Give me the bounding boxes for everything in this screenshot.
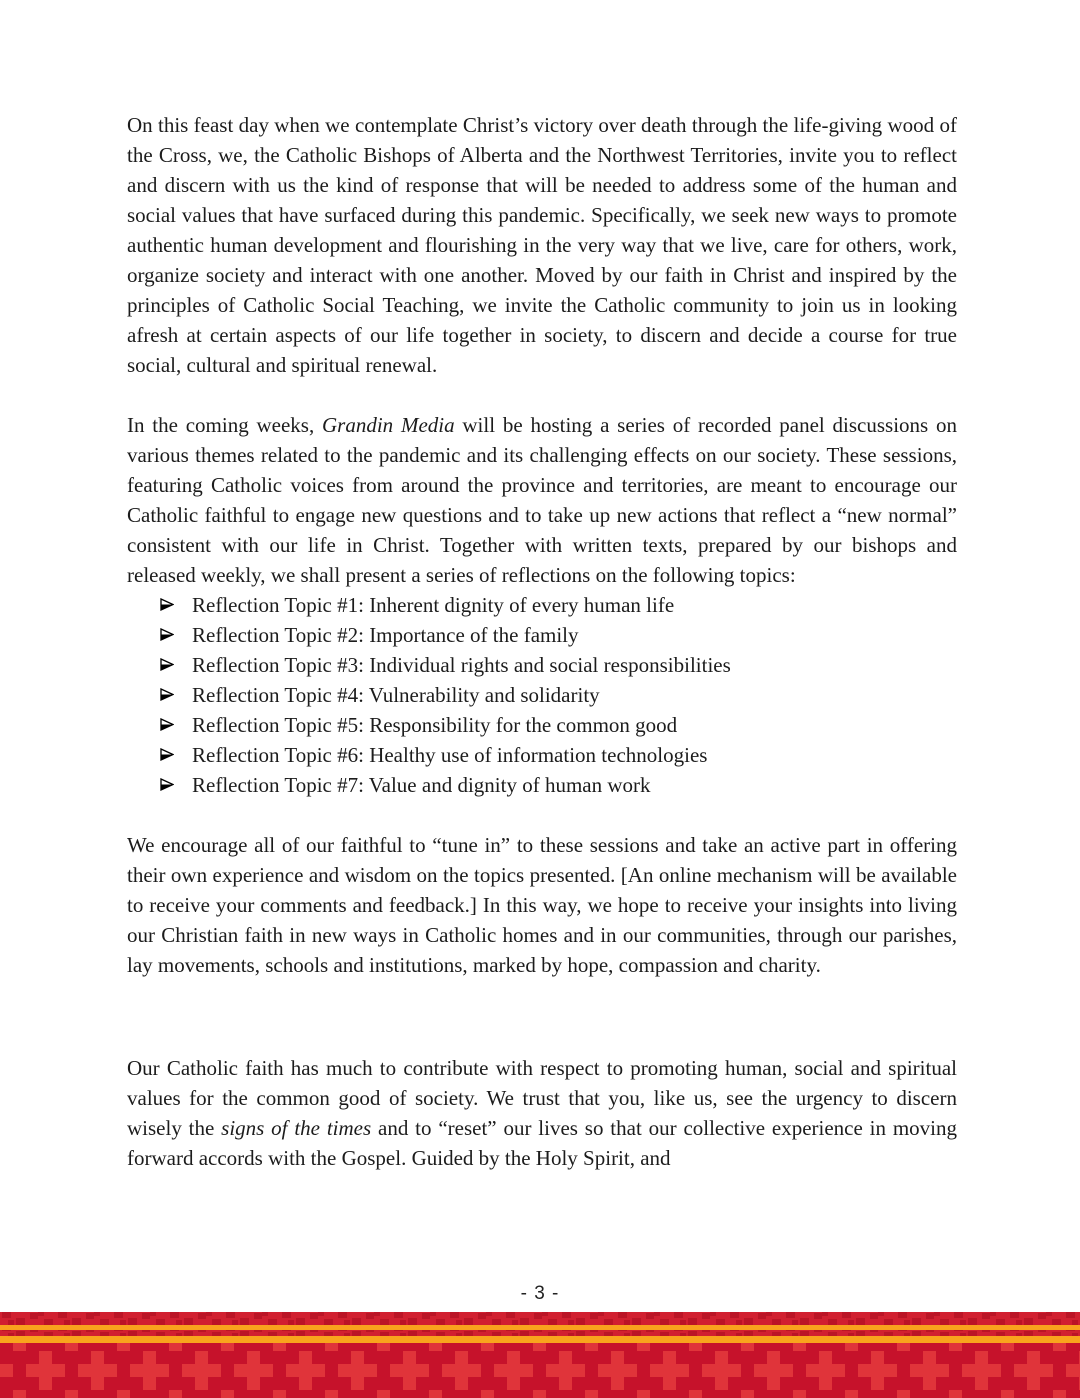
letter-body <box>127 110 957 1203</box>
grandin-media-italic: Grandin Media <box>322 413 455 437</box>
arrowhead-bullet-icon <box>160 598 174 612</box>
arrowhead-bullet-icon <box>160 688 174 702</box>
topic-label: Reflection Topic #7: Value and dignity of human work <box>192 773 651 797</box>
text-run: In the coming weeks, <box>127 413 322 437</box>
topic-item <box>127 620 957 650</box>
paragraph-catholic-faith <box>127 1053 957 1173</box>
topic-item <box>127 740 957 770</box>
topic-label: Reflection Topic #3: Individual rights and social responsibilities <box>192 653 731 677</box>
paragraph-feast-day: On this feast day when we contemplate Christ’s victory over death through the life-giving wood of the Cross, we, the Catholic Bishops of Alberta and the Northwest Territories, invite you to reflect and discern with us the kind of response that will be needed to address some of the human and social values that have surfaced during this pandemic. Specifically, we seek new ways to promote authentic human development and flourishing in the very way that we live, care for others, work, organize society and interact with one another. Moved by our faith in Christ and inspired by the principles of Catholic Social Teaching, we invite the Catholic community to join us in looking afresh at certain aspects of our life together in society, to discern and decide a course for true social, cultural and spiritual renewal. <box>127 113 957 377</box>
topic-label: Reflection Topic #5: Responsibility for the common good <box>192 713 678 737</box>
arrowhead-bullet-icon <box>160 658 174 672</box>
paragraph-tune-in: We encourage all of our faithful to “tune in” to these sessions and take an active part in offering their own experience and wisdom on the topics presented. [An online mechanism will be available to receive your comments and feedback.] In this way, we hope to receive your insights into living our Christian faith in new ways in Catholic homes and in our communities, through our parishes, lay movements, schools and institutions, marked by hope, compassion and charity. <box>127 833 957 977</box>
topic-label: Reflection Topic #6: Healthy use of information technologies <box>192 743 708 767</box>
arrowhead-bullet-icon <box>160 718 174 732</box>
topic-item <box>127 710 957 740</box>
topic-label: Reflection Topic #4: Vulnerability and solidarity <box>192 683 600 707</box>
topic-label: Reflection Topic #1: Inherent dignity of every human life <box>192 593 675 617</box>
reflection-topics-list <box>127 590 957 800</box>
topic-item <box>127 680 957 710</box>
text-run: and to “reset” our lives so that our collective experience in moving forward accords with the Gospel. Guided by the Holy Spirit, and <box>127 1116 958 1170</box>
signs-of-the-times-italic: signs of the times <box>221 1116 372 1140</box>
topic-item <box>127 770 957 800</box>
arrowhead-bullet-icon <box>160 748 174 762</box>
arrowhead-bullet-icon <box>160 628 174 642</box>
page-number: - 3 - <box>520 1283 560 1304</box>
text-run: Our Catholic faith has much to contribute with respect to promoting human, social and spiritual values for the common good of society. We trust that you, like us, see the urgency to discern wisely the <box>127 1056 957 1140</box>
topic-item <box>127 650 957 680</box>
topic-item <box>127 590 957 620</box>
text-run: will be hosting a series of recorded panel discussions on various themes related to the pandemic and its challenging effects on our society. These sessions, featuring Catholic voices from around the province and territories, are meant to encourage our Catholic faithful to engage new questions and to take up new actions that reflect a “new normal” consistent with our life in Christ. Together with written texts, prepared by our bishops and released weekly, we shall present a series of reflections on the following topics: <box>127 413 957 587</box>
paragraph-grandin-media <box>127 410 957 590</box>
arrowhead-bullet-icon <box>160 778 174 792</box>
decorative-border <box>0 1312 1080 1398</box>
topic-label: Reflection Topic #2: Importance of the family <box>192 623 579 647</box>
